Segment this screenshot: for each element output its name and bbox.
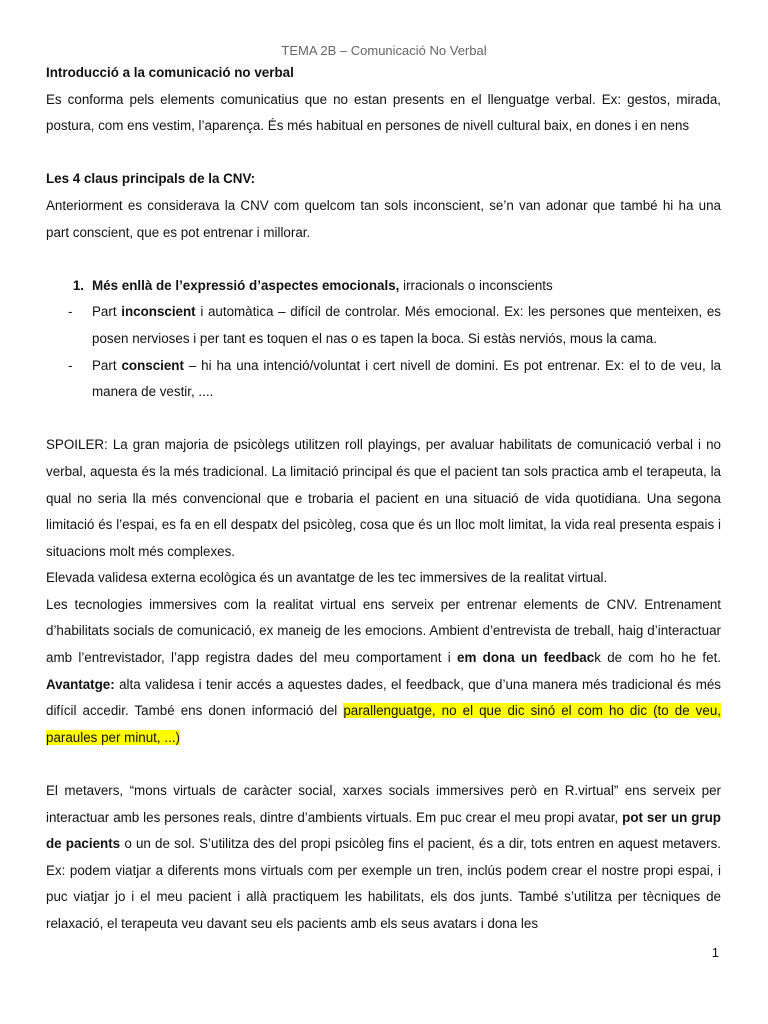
- dash-pre: Part: [92, 357, 122, 373]
- dash-bold: conscient: [121, 357, 184, 373]
- tecno-text-2: k de com ho he fet.: [594, 650, 722, 666]
- claus-title-text: Les 4 claus principals de la CNV:: [46, 171, 256, 187]
- page-number: 1: [711, 945, 719, 960]
- section-title-intro: [46, 60, 721, 87]
- tecno-text-1: Les tecnologies immersives com la realitat virtual ens serveix per entrenar elements de CNV. Entrenament d’habilitats socials de comunicació, ex maneig de les emocions. Ambient d’entrevista de treball, haig d’interactuar amb l’entrevistador, l’app registra dades del meu comportament i: [46, 596, 721, 666]
- paragraph-intro: Es conforma pels elements comunicatius que no estan presents en el llenguatge verbal. Ex: gestos, mirada, postura, com ens vestim, l’aparença. És més habitual en persones de nivell cultural baix, en dones i en nens: [46, 91, 721, 134]
- spacer: [46, 751, 721, 778]
- spacer: [46, 406, 721, 433]
- paragraph-tecnologies: [46, 592, 721, 752]
- list-number-text: 1.: [72, 277, 84, 293]
- spacer: [46, 246, 721, 273]
- metavers-text-2: o un de sol. S’utilitza des del propi psicòleg fins el pacient, és a dir, tots entren en aquest metavers. Ex: podem viatjar a diferents mons virtuals com per exemple un tren, inclús podem crear el nostre propi espai, i puc viatjar jo i el meu pacient i allà practiquem les habilitats, els dos junts. També s’utilitza per tècniques de relaxació, el terapeuta veu davant seu els pacients amb els seus avatars i dona les: [46, 836, 721, 931]
- tecno-bold-1: em dona un feedbac: [457, 650, 595, 666]
- metavers-text-1: El metavers, “mons virtuals de caràcter social, xarxes socials immersives però en R.virtual” ens serveix per interactuar amb les persones reals, dintre d’ambients virtuals. Em puc crear el meu propi avatar,: [46, 783, 721, 825]
- document-body: [46, 60, 721, 938]
- dash-rest: – hi ha una intenció/voluntat i cert nivell de domini. Es pot entrenar. Ex: el to de veu, la manera de vestir, ....: [92, 357, 721, 400]
- spacer: [46, 140, 721, 167]
- dash-text: [92, 353, 721, 406]
- dash-item-inconscient: [46, 299, 721, 352]
- dash-item-conscient: [46, 353, 721, 406]
- page-header: TEMA 2B – Comunicació No Verbal: [281, 43, 487, 58]
- dash-text: [92, 299, 721, 352]
- list-number: [46, 273, 92, 300]
- section-title-claus: [46, 166, 721, 193]
- dash-pre: Part: [92, 304, 122, 320]
- dash-bullet: -: [68, 357, 73, 373]
- dash-bold: inconscient: [121, 304, 196, 320]
- paragraph-metavers: [46, 778, 721, 938]
- metavers-bold: pot ser un grup de pacients: [46, 809, 721, 852]
- list-item-text: [92, 273, 553, 300]
- intro-title-text: Introducció a la comunicació no verbal: [46, 65, 294, 80]
- paragraph-spoiler: SPOILER: La gran majoria de psicòlegs utilitzen roll playings, per avaluar habilitats de comunicació verbal i no verbal, aquesta és la més tradicional. La limitació principal és que el pacient tan sols practica amb el terapeuta, la qual no seria lla més convencional que e trobaria el pacient en una situació de vida quotidiana. Una segona limitació és l’espai, es fa en ell despatx del psicòleg, cosa que és un lloc molt limitat, la vida real presenta espais i situacions molt més complexes.: [46, 437, 721, 559]
- list-item-1: [46, 273, 721, 300]
- paragraph-claus: Anteriorment es considerava la CNV com quelcom tan sols inconscient, se’n van adonar que també hi ha una part conscient, que es pot entrenar i millorar.: [46, 197, 721, 240]
- tecno-text-3: alta validesa i tenir accés a aquestes dades, el feedback, que d’una manera més tradicional és més difícil accedir. També ens donen informació del: [46, 676, 721, 719]
- paragraph-validesa: Elevada validesa externa ecològica és un avantatge de les tec immersives de la realitat virtual.: [46, 570, 608, 586]
- dash-rest: i automàtica – difícil de controlar. Més emocional. Ex: les persones que menteixen, es posen nervioses i per tant es toquen el nas o es tapen la boca. Si estàs nerviós, mous la cama.: [92, 304, 721, 346]
- highlighted-text: parallenguatge, no el que dic sinó el com ho dic (to de veu, paraules per minut, ...): [46, 703, 721, 745]
- dash-bullet: -: [68, 304, 73, 320]
- list-item-bold: Més enllà de l’expressió d’aspectes emocionals,: [92, 277, 400, 293]
- tecno-bold-2: Avantatge:: [46, 676, 115, 692]
- list-item-rest: irracionals o inconscients: [399, 277, 553, 293]
